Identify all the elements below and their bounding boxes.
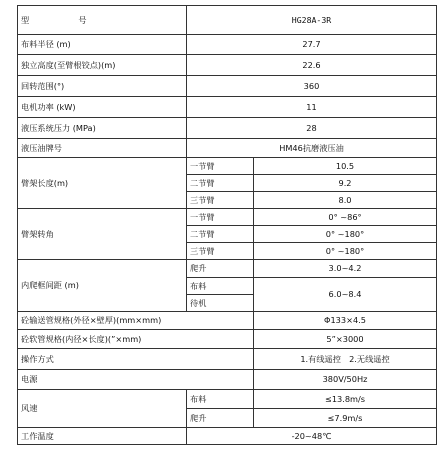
pressure-value: 28 [187, 118, 437, 139]
table-row-temp [18, 428, 437, 445]
table-row-pipe [18, 312, 437, 330]
height-label: 独立高度(至臂根铰点)(m) [18, 55, 187, 76]
power-value: 380V/50Hz [254, 370, 437, 390]
arm-length-section: 二节臂 [187, 175, 254, 192]
power-label: 电源 [18, 370, 254, 390]
table-row-slew [18, 76, 437, 97]
table-row-oil [18, 139, 437, 158]
table-row-frame-climb [18, 260, 437, 278]
operation-label: 操作方式 [18, 349, 254, 370]
spec-table [17, 5, 437, 445]
table-row-model [18, 6, 437, 35]
arm-length-label: 臂架长度(m) [18, 158, 187, 209]
arm-angle-value: 0° ~180° [254, 243, 437, 260]
frame-place-value: 6.0~8.4 [254, 278, 437, 312]
arm-angle-section: 一节臂 [187, 209, 254, 226]
hose-label: 砼软管规格(内径×长度)(”×mm) [18, 330, 254, 349]
oil-value: HM46抗磨液压油 [187, 139, 437, 158]
pipe-label: 砼输送管规格(外径×壁厚)(mm×mm) [18, 312, 254, 330]
arm-length-section: 一节臂 [187, 158, 254, 175]
temp-label: 工作温度 [18, 428, 187, 445]
table-row-arm-length-1 [18, 158, 437, 175]
table-row-arm-angle-1 [18, 209, 437, 226]
arm-angle-value: 0° ~86° [254, 209, 437, 226]
frame-wait-label: 待机 [187, 295, 254, 312]
slew-label: 回转范围(°) [18, 76, 187, 97]
arm-angle-label: 臂架转角 [18, 209, 187, 260]
oil-label: 液压油牌号 [18, 139, 187, 158]
wind-climb-label: 爬升 [187, 409, 254, 428]
arm-length-section: 三节臂 [187, 192, 254, 209]
frame-climb-label: 爬升 [187, 260, 254, 278]
arm-length-value: 8.0 [254, 192, 437, 209]
arm-angle-value: 0° ~180° [254, 226, 437, 243]
table-row-wind-place [18, 390, 437, 409]
wind-climb-value: ≤7.9m/s [254, 409, 437, 428]
table-row-motor [18, 97, 437, 118]
hose-value: 5”×3000 [254, 330, 437, 349]
table-row-hose [18, 330, 437, 349]
table-row-pressure [18, 118, 437, 139]
wind-place-value: ≤13.8m/s [254, 390, 437, 409]
wind-label: 风速 [18, 390, 187, 428]
arm-length-value: 10.5 [254, 158, 437, 175]
slew-value: 360 [187, 76, 437, 97]
motor-value: 11 [187, 97, 437, 118]
model-value: HG28A-3R [187, 6, 437, 35]
frame-spacing-label: 内爬框间距 (m) [18, 260, 187, 312]
operation-value: 1.有线遥控 2.无线遥控 [254, 349, 437, 370]
radius-value: 27.7 [187, 35, 437, 55]
table-row-height [18, 55, 437, 76]
radius-label: 布料半径 (m) [18, 35, 187, 55]
arm-length-value: 9.2 [254, 175, 437, 192]
pressure-label: 液压系统压力 (MPa) [18, 118, 187, 139]
table-row-operation [18, 349, 437, 370]
temp-value: -20~48℃ [187, 428, 437, 445]
table-row-radius [18, 35, 437, 55]
wind-place-label: 布料 [187, 390, 254, 409]
motor-label: 电机功率 (kW) [18, 97, 187, 118]
frame-climb-value: 3.0~4.2 [254, 260, 437, 278]
table-row-power [18, 370, 437, 390]
arm-angle-section: 二节臂 [187, 226, 254, 243]
model-label: 型 号 [18, 6, 187, 35]
frame-place-label: 布料 [187, 278, 254, 295]
pipe-value: Φ133×4.5 [254, 312, 437, 330]
arm-angle-section: 三节臂 [187, 243, 254, 260]
height-value: 22.6 [187, 55, 437, 76]
